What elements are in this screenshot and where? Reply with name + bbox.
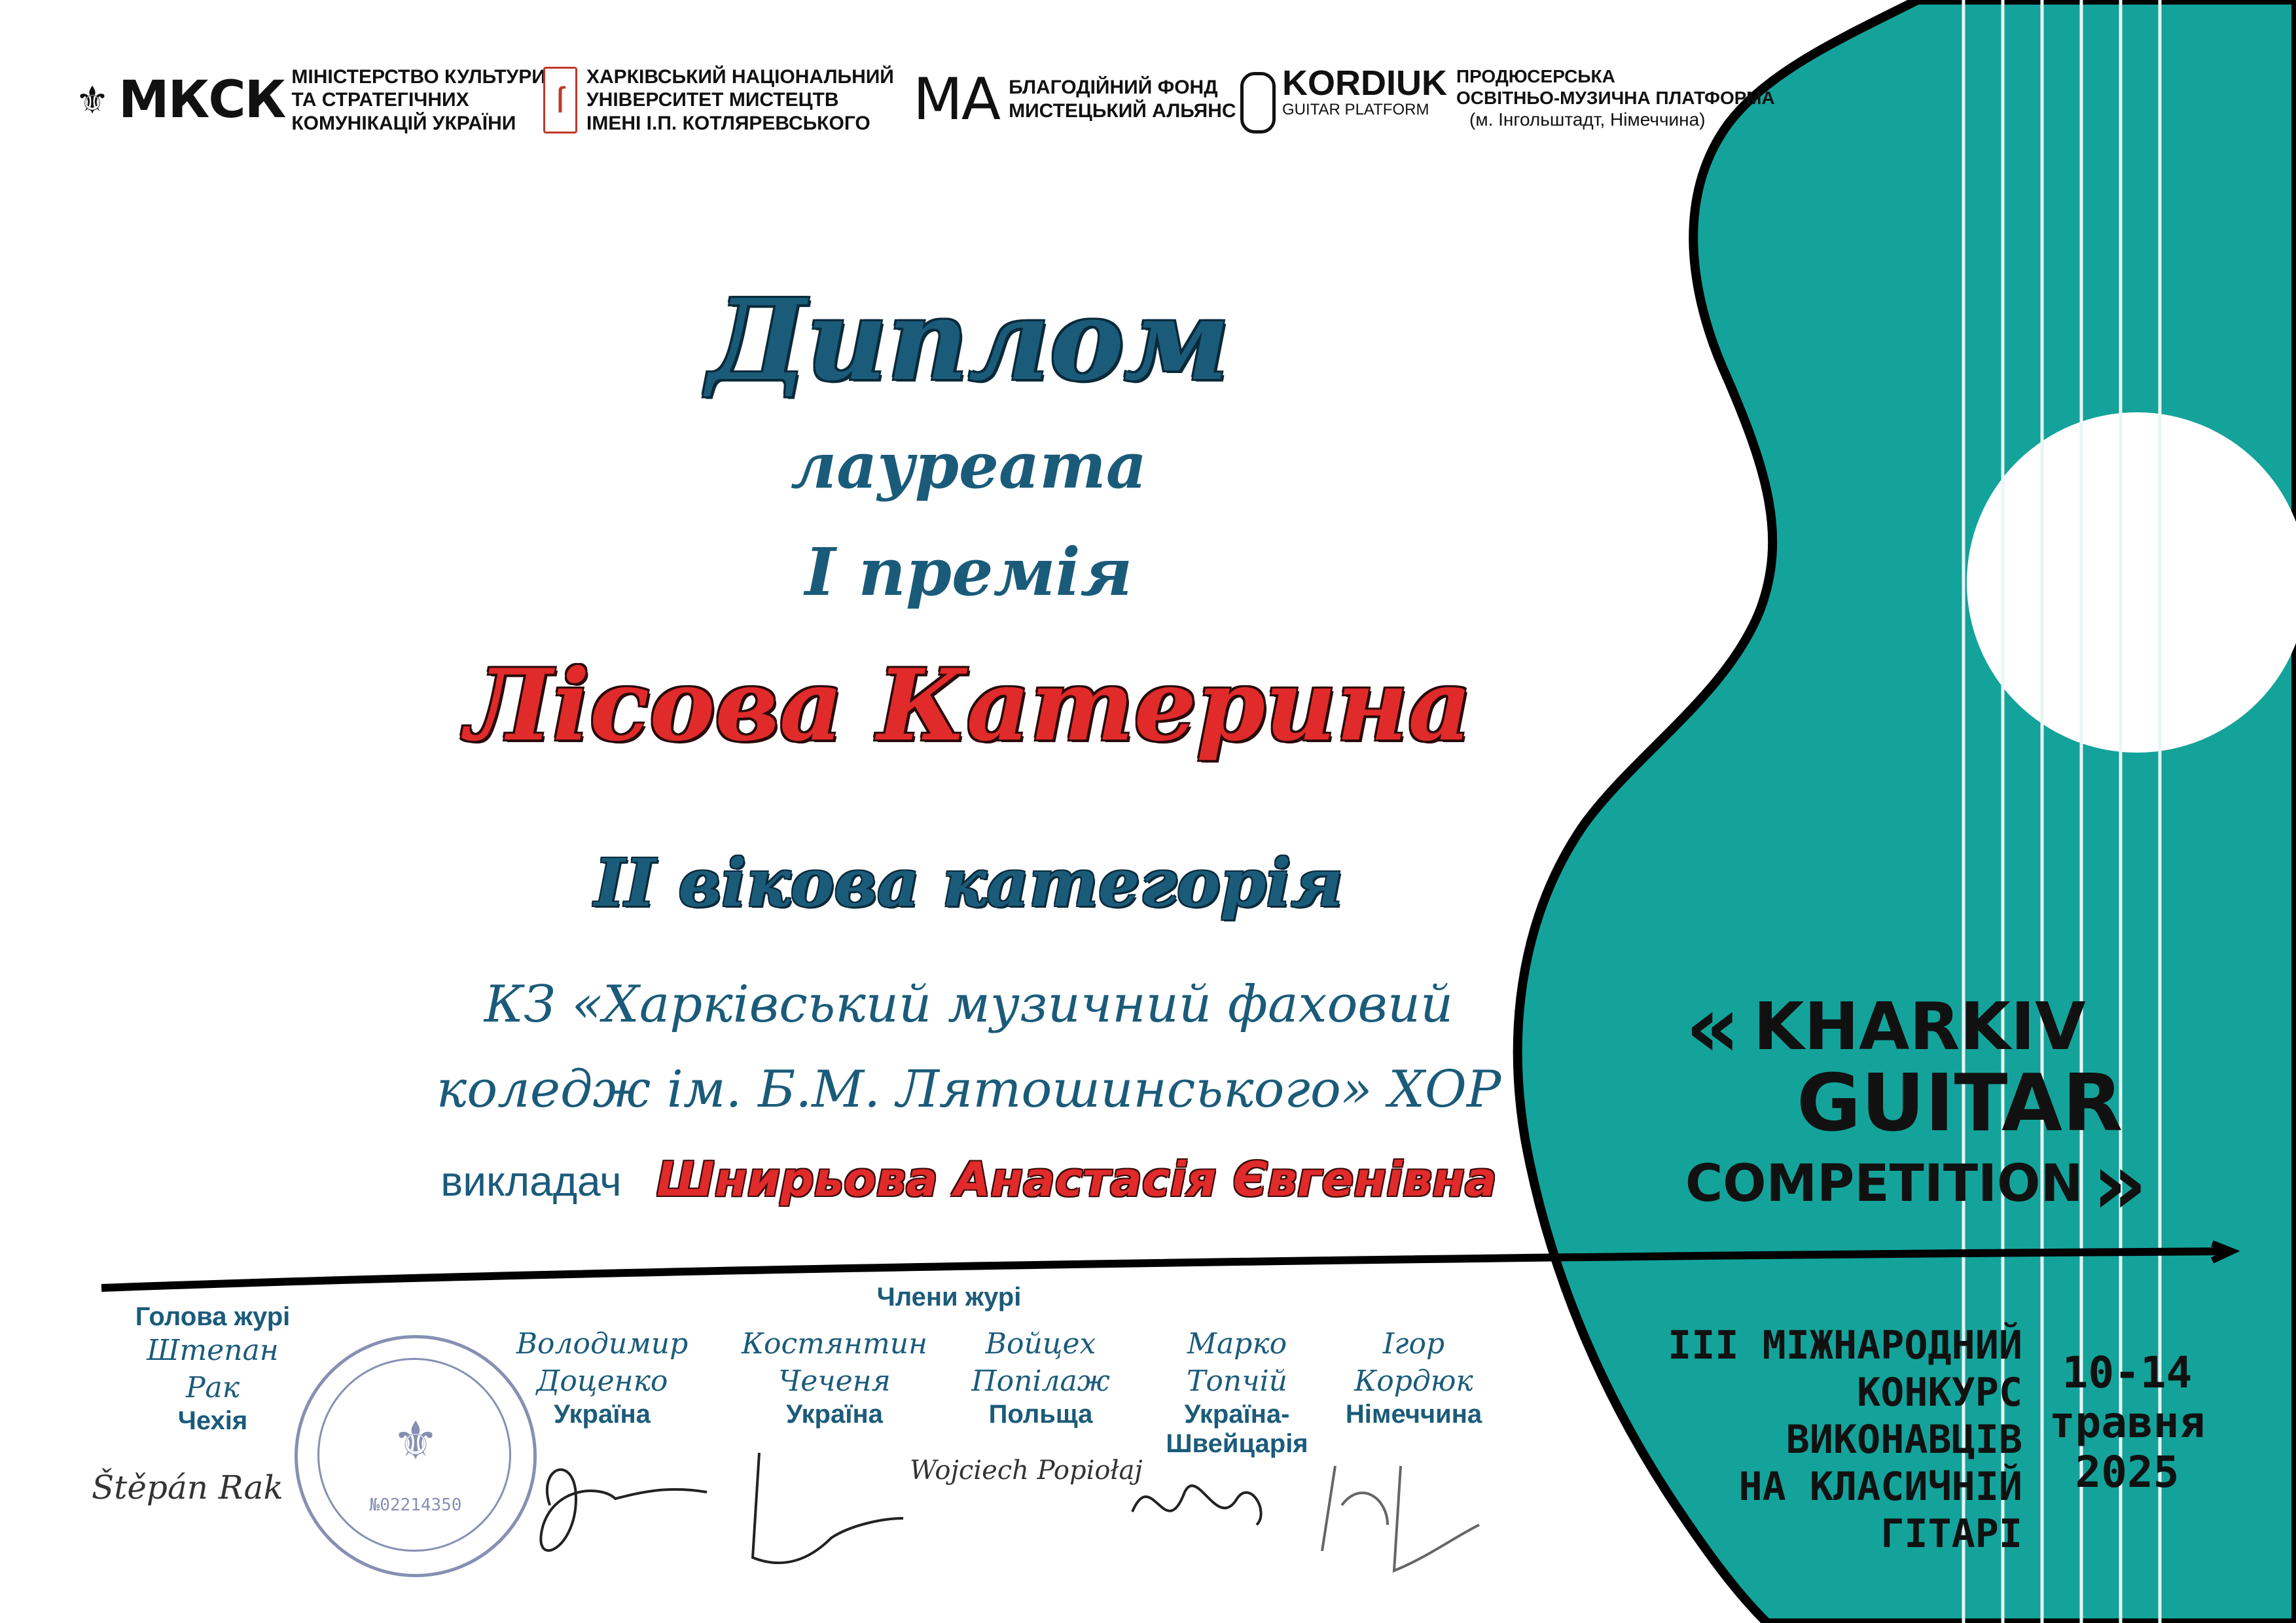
member-first: Марко [1187,1327,1287,1361]
stamp-number: №02214350 [369,1495,462,1515]
info-line4: НА КЛАСИЧНІЙ [1738,1464,2022,1510]
teacher-label: викладач [440,1158,622,1205]
signatures [79,1427,1518,1597]
kordiuk-line1: ПРОДЮСЕРСЬКА [1456,66,1615,86]
info-line3: ВИКОНАВЦІВ [1785,1417,2022,1463]
members-label: Члени журі [876,1283,1022,1311]
signature-kordiuk [1322,1466,1479,1571]
logo-university [543,65,894,135]
member-last: Топчій [1187,1364,1287,1399]
mksk-line1: МІНІСТЕРСТВО КУЛЬТУРИ [291,66,546,88]
fund-line1: БЛАГОДІЙНИЙ ФОНД [1009,77,1218,99]
teacher-line [367,1152,1571,1207]
diploma-title: Диплом [708,275,1230,406]
member-country: Україна- [1184,1400,1290,1429]
signature-dotsenko [541,1470,707,1551]
sound-hole [1967,412,2296,753]
head-country: Чехія [177,1406,248,1436]
jury-head [105,1302,321,1436]
jury-member [956,1325,1126,1429]
mksk-abbr: МКСК [118,71,285,130]
member-first: Войцех [985,1327,1096,1361]
kordiuk-brand: KORDIUK [1282,63,1447,103]
competition-dates [2036,1348,2219,1497]
date-days: 10-14 [2062,1347,2193,1398]
mksk-line2: ТА СТРАТЕГІЧНИХ [291,89,469,111]
info-line2: КОНКУРС [1857,1370,2022,1416]
member-last: Попілаж [971,1364,1110,1399]
member-country: Німеччина [1345,1400,1482,1429]
jury-member [1329,1325,1499,1429]
info-line1: III МІЖНАРОДНИЙ [1668,1323,2022,1368]
head-label: Голова журі [135,1302,291,1331]
member-first: Володимир [516,1327,689,1361]
competition-line3: COMPETITION [1685,1154,2083,1213]
laureate-label: лауреата [790,429,1147,503]
competition-logo [1685,976,2222,1234]
date-month: травня [2049,1397,2206,1448]
signature-popilazh: Wojciech Popiołaj [910,1455,1143,1486]
logo-fund [913,65,1236,133]
jury-member [726,1325,942,1429]
trident-icon: ⚜ [392,1412,439,1470]
head-first: Штепан [147,1334,279,1367]
signature-topchiy [1132,1486,1261,1525]
member-country: Україна [554,1400,651,1429]
university-line2: УНІВЕРСИТЕТ МИСТЕЦТВ [586,89,839,111]
kordiuk-emblem-icon [1240,72,1276,134]
date-year: 2025 [2075,1446,2179,1497]
member-last: Доценко [536,1364,668,1399]
member-last: Чеченя [778,1364,891,1399]
age-category: II вікова категорія [594,844,1344,921]
info-line5: ГІТАРІ [1880,1511,2022,1557]
fund-line2: МИСТЕЦЬКИЙ АЛЬЯНС [1009,99,1236,122]
university-line1: ХАРКІВСЬКИЙ НАЦІОНАЛЬНИЙ [586,66,894,88]
kordiuk-sub: GUITAR PLATFORM [1282,101,1429,118]
competition-info [1662,1322,2022,1558]
prize-label: I премія [804,533,1133,611]
fund-abbr: МА [913,65,1000,133]
trident-icon: ⚜ [75,79,109,122]
institution-line2: коледж ім. Б.М. Лятошинського» ХОР [436,1060,1501,1119]
signature-chechenya [753,1453,903,1563]
institution-line1: КЗ «Харківський музичний фаховий [484,975,1454,1034]
competition-line1: KHARKIV [1753,988,2086,1065]
signature-rak: Štěpán Rak [92,1469,283,1507]
kordiuk-line2: ОСВІТНЬО-МУЗИЧНА ПЛАТФОРМА [1456,88,1775,109]
mksk-line3: КОМУНІКАЦІЙ УКРАЇНИ [291,112,516,134]
logo-kordiuk [1240,65,1775,134]
kordiuk-line3: (м. Інгольштадт, Німеччина) [1469,109,1706,130]
head-last: Рак [185,1371,240,1405]
logo-mksk [75,65,546,135]
member-first: Ігор [1382,1327,1445,1361]
university-emblem-icon: ſ [543,67,577,134]
member-country: Польща [988,1400,1093,1429]
member-country2: Швейцарія [1166,1429,1308,1459]
quote-close-icon: » [2092,1134,2147,1234]
winner-name: Лісова Катерина [465,648,1472,763]
member-last: Кордюк [1354,1364,1473,1399]
quote-open-icon: « [1685,976,1740,1077]
competition-line2: GUITAR [1797,1058,2123,1149]
university-line3: ІМЕНІ І.П. КОТЛЯРЕВСЬКОГО [586,112,870,134]
member-first: Костянтин [741,1327,928,1361]
teacher-name: Шнирьова Анастасія Євгенівна [656,1152,1497,1207]
member-country: Україна [786,1400,883,1429]
